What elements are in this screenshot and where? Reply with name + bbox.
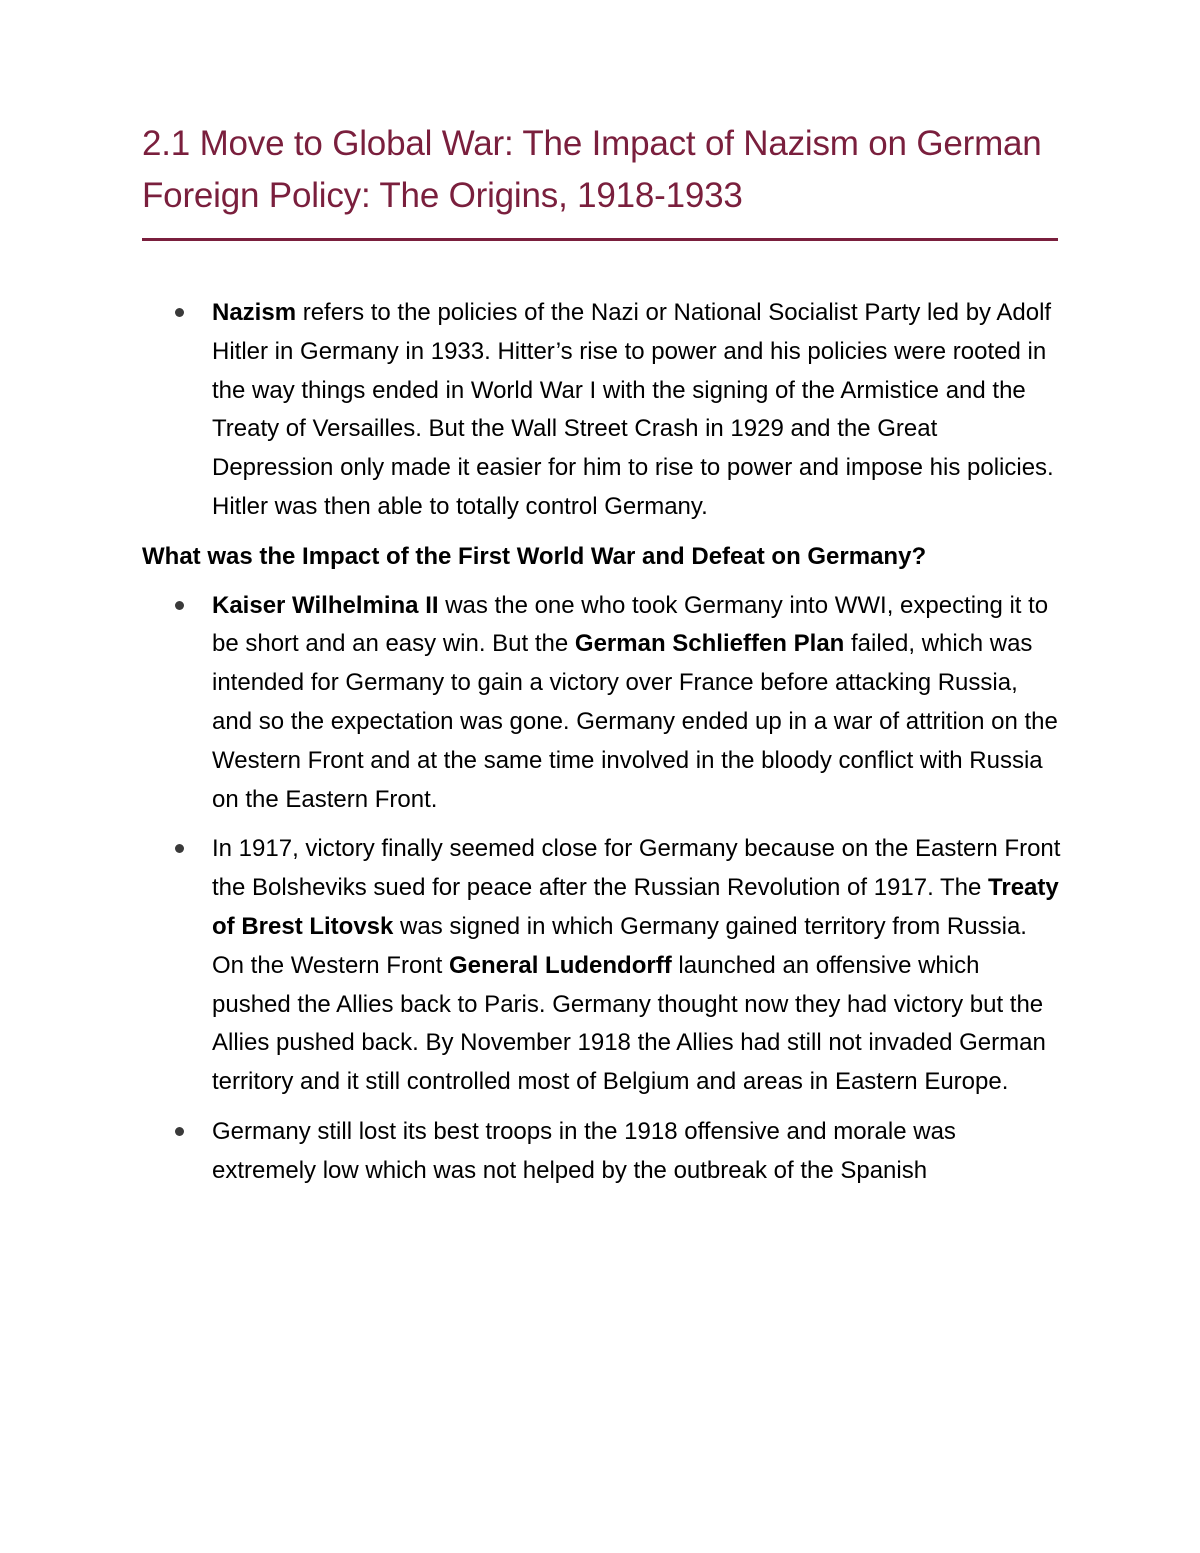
list-item [142, 587, 1062, 820]
paragraph-text: refers to the policies of the Nazi or National Socialist Party led by Adolf Hitler in Germany in 1933. Hitter’s rise to power and his policies were rooted in the way things ended in World War I with the signing of the Armistice and the Treaty of Versailles. But the Wall Street Crash in 1929 and the Great Depression only made it easier for him to rise to power and impose his policies. Hitler was then able to totally control Germany. [212, 299, 1054, 520]
bullet-icon [175, 308, 184, 317]
paragraph-text: Germany still lost its best troops in the 1918 offensive and morale was extremely low which was not helped by the outbreak of the Spanish [212, 1117, 956, 1184]
paragraph-text: was the one who took Germany into WWI, expecting it to be short and an easy win. But the [212, 591, 1049, 658]
bold-term: Nazism [212, 299, 297, 326]
list-item [142, 294, 1062, 527]
bullet-icon [175, 1127, 184, 1136]
list-item [142, 830, 1062, 1102]
paragraph-text: In 1917, victory finally seemed close for Germany because on the Eastern Front the Bolsheviks sued for peace after the Russian Revolution of 1917. The [212, 835, 1061, 902]
paragraph-text: failed, which was intended for Germany to gain a victory over France before attacking Russia, and so the expectation was gone. Germany ended up in a war of attrition on the Western Front and at the same time involved in the bloody conflict with Russia on the Eastern Front. [212, 630, 1058, 813]
section-heading: What was the Impact of the First World War and Defeat on Germany? [142, 542, 927, 570]
document-title: 2.1 Move to Global War: The Impact of Nazism on German Foreign Policy: The Origins, 1918-1933 [142, 124, 1042, 215]
bold-term: Kaiser Wilhelmina II [212, 591, 439, 619]
title-underline [142, 238, 1058, 241]
bullet-icon [175, 844, 184, 853]
impact-bullet-list [142, 587, 1062, 1191]
intro-bullet-list [142, 294, 1062, 527]
bullet-icon [175, 601, 184, 610]
bold-term: Treaty of Brest Litovsk [212, 874, 1059, 940]
bold-term: German Schlieffen Plan [574, 630, 845, 658]
list-item [142, 1113, 1062, 1191]
paragraph-text: launched an offensive which pushed the Allies back to Paris. Germany thought now they had victory but the Allies pushed back. By November 1918 the Allies had still not invaded German territory and it still controlled most of Belgium and areas in Eastern Europe. [212, 951, 1046, 1096]
document-body [142, 294, 1062, 1202]
bold-term: General Ludendorff [449, 951, 672, 979]
paragraph-text: was signed in which Germany gained territory from Russia. On the Western Front [212, 912, 1027, 979]
